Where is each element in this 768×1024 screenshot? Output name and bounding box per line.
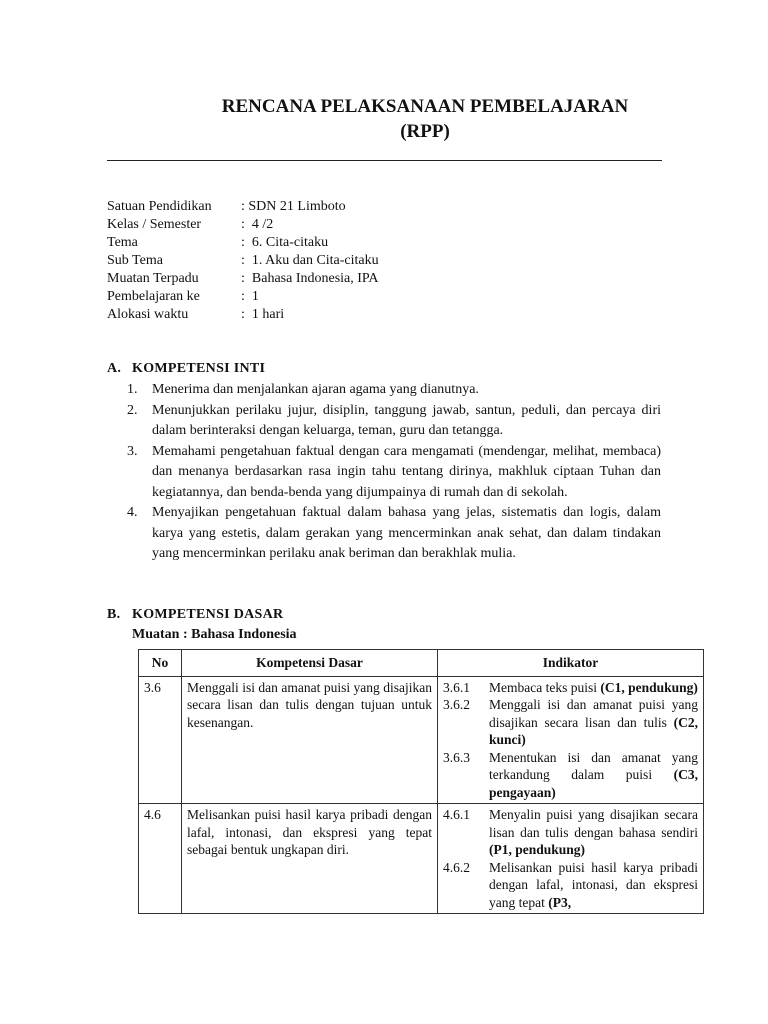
identity-label: Satuan Pendidikan <box>107 199 212 214</box>
identity-value: : Bahasa Indonesia, IPA <box>241 271 379 286</box>
identity-value: : 1 <box>241 289 259 304</box>
indicator-text: Melisankan puisi hasil karya pribadi dengan lafal, intonasi, dan ekspresi yang tepat <box>489 859 698 910</box>
indicator-item <box>443 679 698 697</box>
indicator-code: 4.6.2 <box>443 859 470 875</box>
section-heading-kompetensi-dasar <box>107 607 283 623</box>
indicator-code: 3.6.2 <box>443 697 470 712</box>
list-item-number: 3. <box>127 443 138 459</box>
list-item <box>107 401 662 442</box>
list-item-text: Memahami pengetahuan faktual dengan cara mengamati (mendengar, melihat, membaca) dan menanya berdasarkan rasa ingin tahu tentang dirinya, makhluk ciptaan Tuhan dan kegiatannya, dan benda-benda yang dijumpainya di rumah dan di sekolah. <box>152 443 661 500</box>
list-item <box>107 442 662 504</box>
indicator-text: Menyalin puisi yang disajikan secara lisan dan tulis dengan bahasa sendiri <box>489 807 698 840</box>
kompetensi-dasar-table <box>138 649 704 914</box>
identity-label: Kelas / Semester <box>107 217 202 232</box>
section-heading-kompetensi-inti <box>107 361 265 377</box>
indicator-cell <box>438 804 704 914</box>
kompetensi-inti-list <box>107 380 662 565</box>
indicator-text: Menentukan isi dan amanat yang terkandung dalam puisi <box>489 749 698 782</box>
indicator-item <box>443 696 698 749</box>
list-item-text: Menerima dan menjalankan ajaran agama yang dianutnya. <box>152 382 479 397</box>
header-indikator: Indikator <box>438 650 704 677</box>
section-letter: A. <box>107 361 122 376</box>
table-header-row <box>139 650 704 677</box>
identity-label: Muatan Terpadu <box>107 271 199 286</box>
identity-value: : 1 hari <box>241 307 285 322</box>
identity-label: Sub Tema <box>107 253 163 268</box>
document-title <box>0 94 768 144</box>
indicator-cell <box>438 676 704 804</box>
list-item-number: 1. <box>127 382 138 397</box>
section-title: KOMPETENSI DASAR <box>132 607 284 622</box>
section-title: KOMPETENSI INTI <box>132 361 266 376</box>
indicator-item <box>443 859 698 912</box>
table-row <box>139 676 704 804</box>
identity-value: : 6. Cita-citaku <box>241 235 329 250</box>
identity-value: : 4 /2 <box>241 217 274 232</box>
identity-label: Pembelajaran ke <box>107 289 200 304</box>
identity-row <box>107 216 379 234</box>
identity-row <box>107 252 379 270</box>
row-number: 4.6 <box>139 804 182 914</box>
title-line-1: RENCANA PELAKSANAAN PEMBELAJARAN <box>221 96 629 117</box>
identity-row <box>107 234 379 252</box>
list-item <box>107 380 662 401</box>
list-item-text: Menunjukkan perilaku jujur, disiplin, tanggung jawab, santun, peduli, dan percaya diri dalam berinteraksi dengan keluarga, teman, guru dan tetangga. <box>152 402 661 438</box>
title-line-2: (RPP) <box>400 121 450 142</box>
identity-label: Alokasi waktu <box>107 307 189 322</box>
indicator-code: 3.6.1 <box>443 679 470 695</box>
identity-row <box>107 306 379 324</box>
indicator-text: Membaca teks puisi <box>489 679 597 695</box>
indicator-code: 3.6.3 <box>443 749 470 765</box>
identity-row <box>107 198 379 216</box>
kd-description: Melisankan puisi hasil karya pribadi dengan lafal, intonasi, dan ekspresi yang tepat sebagai bentuk ungkapan diri. <box>182 804 438 914</box>
indicator-tag: (P3, <box>548 894 572 910</box>
row-number: 3.6 <box>139 676 182 804</box>
table-row <box>139 804 704 914</box>
identity-row <box>107 270 379 288</box>
section-letter: B. <box>107 607 121 622</box>
muatan-subtitle: Muatan : Bahasa Indonesia <box>132 627 297 642</box>
indicator-tag: (C1, pendukung) <box>600 679 698 695</box>
list-item <box>107 503 662 565</box>
indicator-tag: (C3, pengayaan) <box>489 767 698 800</box>
list-item-number: 2. <box>127 402 138 418</box>
list-item-text: Menyajikan pengetahuan faktual dalam bahasa yang jelas, sistematis dan logis, dalam karya yang estetis, dalam gerakan yang mencerminkan anak sehat, dan dalam tindakan yang mencerminkan perilaku anak beriman dan berakhlak mulia. <box>152 505 661 561</box>
header-no: No <box>139 650 182 677</box>
title-divider <box>107 160 662 161</box>
identity-value: : 1. Aku dan Cita-citaku <box>241 253 379 268</box>
identity-label: Tema <box>107 235 138 250</box>
indicator-text: Menggali isi dan amanat puisi yang disajikan secara lisan dan tulis <box>489 697 698 730</box>
list-item-number: 4. <box>127 505 138 520</box>
indicator-item <box>443 806 698 859</box>
identity-block <box>107 198 379 324</box>
indicator-code: 4.6.1 <box>443 807 470 822</box>
indicator-tag: (C2, kunci) <box>489 714 699 747</box>
indicator-tag: (P1, pendukung) <box>489 842 586 857</box>
identity-row <box>107 288 379 306</box>
kd-description: Menggali isi dan amanat puisi yang disajikan secara lisan dan tulis dengan tujuan untuk kesenangan. <box>182 676 438 804</box>
indicator-item <box>443 749 698 802</box>
header-kompetensi-dasar: Kompetensi Dasar <box>182 650 438 677</box>
identity-value: : SDN 21 Limboto <box>241 199 346 214</box>
